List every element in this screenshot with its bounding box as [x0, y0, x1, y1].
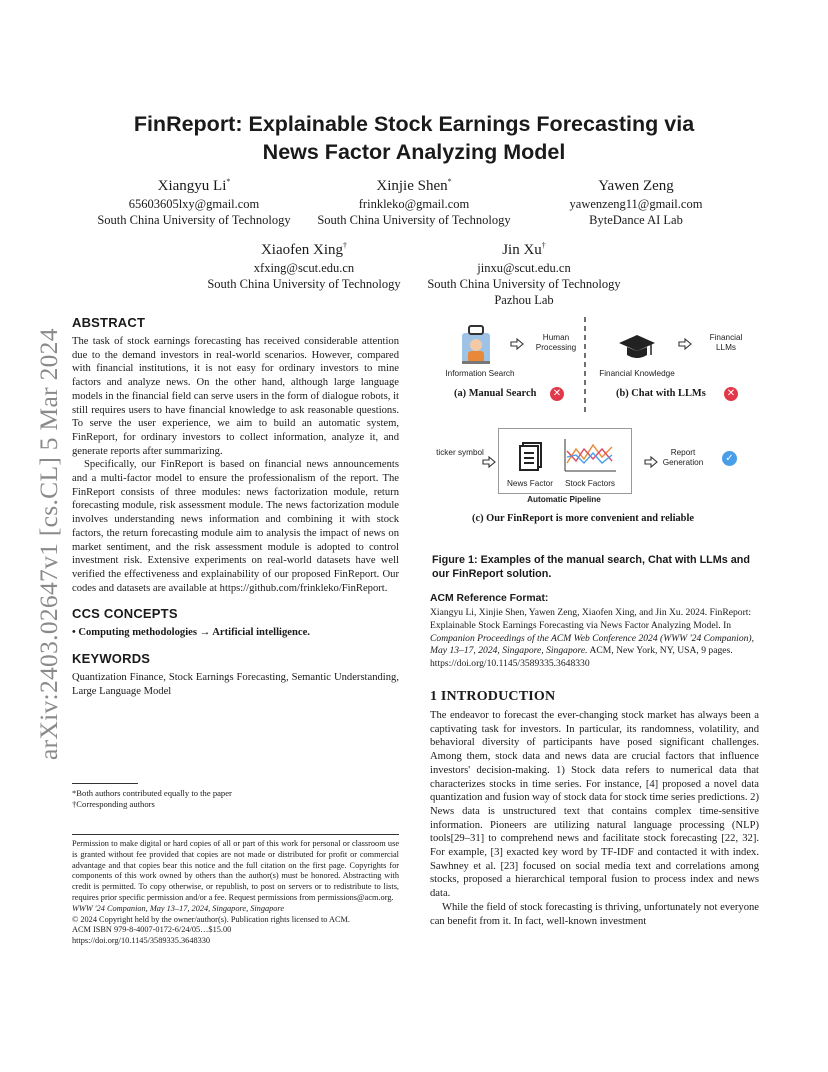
information-search-label: Information Search: [445, 369, 515, 378]
author-email: frinkleko@gmail.com: [358, 197, 470, 211]
author-mark: *: [226, 177, 231, 186]
ticker-symbol-label: ticker symbol: [436, 448, 484, 457]
permission-block: [72, 839, 399, 947]
keywords-text: Quantization Finance, Stock Earnings Forecasting, Semantic Understanding, Large Language Model: [72, 672, 399, 697]
footnote-corresponding: †Corresponding authors: [72, 799, 155, 809]
author-block-5: [408, 240, 640, 308]
author-block-2: [298, 176, 530, 228]
subfigure-c-caption: (c) Our FinReport is more convenient and reliable: [472, 513, 694, 524]
author-name: Jin Xu: [502, 242, 542, 258]
introduction-paragraph-1: The endeavor to forecast the ever-changing stock market has always been a captivating task for investors. In particular, its randomness, volatility, and behavioral diversity of participants have posed significant challenges. Among them, stock data and news data are crucial factors that influence investors' decision-making. 1) Stock data refers to numerical data that characterizes stocks in time series. For instance, [4] proposed a novel data quantization and fusion way of stock data for stock time series predictions. 2) News data is unstructured text that contains complex time-sensitive information. Pioneers are utilizing natural language processing (NLP) tools[29–31] to comprehend news and facilitate stock forecasting [22, 32]. For example, [3] exacted key word by TF-IDF and contacted it with index. Sawhney et al. [23] focused on social media text and correlations among stocks, proposed a hierarchical temporal fusion to process index and news data.: [430, 709, 759, 900]
permission-rule: [72, 834, 399, 835]
author-name: Xiaofen Xing: [260, 242, 344, 258]
author-affiliation: South China University of Technology: [427, 277, 621, 291]
abstract-paragraph-1: The task of stock earnings forecasting has received considerable attention due to the demand investors in real-world scenarios. However, compared with financial institutions, it is not easy for ordinary investors to mine factors and analyze news. On the other hand, although large language models in the financial field can serve users in the form of dialogue robots, it still requires users to have financial knowledge to ask reasonable questions. To serve the user experience, we aim to build an automatic system, FinReport, for ordinary investors to collect information, analyze it, and generate reports after summarizing.: [72, 336, 399, 457]
introduction-heading: 1 INTRODUCTION: [430, 688, 556, 704]
permission-venue: WWW '24 Companion, May 13–17, 2024, Singapore, Singapore: [72, 903, 285, 913]
stock-factors-label: Stock Factors: [564, 479, 616, 488]
acm-reference-tail: ACM, New York, NY, USA, 9 pages. https://doi.org/10.1145/3589335.3648330: [430, 645, 733, 670]
author-affiliation: South China University of Technology: [97, 213, 291, 227]
financial-llms-label: Financial LLMs: [709, 333, 743, 352]
figure-caption: Figure 1: Examples of the manual search, Chat with LLMs and our FinReport solution.: [432, 554, 750, 580]
report-generation-label: Report Generation: [662, 448, 704, 467]
author-email: yawenzeng11@gmail.com: [569, 197, 703, 211]
footnote-equal-contribution: *Both authors contributed equally to the paper: [72, 788, 232, 798]
figure-1: [432, 315, 758, 530]
permission-text: Permission to make digital or hard copies of all or part of this work for personal or classroom use is granted without fee provided that copies are not made or distributed for profit or commercial advantage and that copies bear this notice and the full citation on the first page. Copyrights for components of this work owned by others than the author(s) must be honored. Abstracting with credit is permitted. To copy otherwise, or republish, to post on servers or to redistribute to lists, requires prior specific permission and/or a fee. Request permissions from permissions@acm.org.: [72, 839, 399, 902]
acm-reference-authors: Xiangyu Li, Xinjie Shen, Yawen Zeng, Xiaofen Xing, and Jin Xu. 2024. FinReport: Explainable Stock Earnings Forecasting via News Factor Analyzing Model. In: [430, 607, 752, 631]
acm-reference-venue: Companion Proceedings of the ACM Web Conference 2024 (WWW '24 Companion), May 13–17, 2024, Singapore, Singapore.: [430, 632, 755, 657]
author-mark: †: [541, 241, 546, 250]
checkmark-icon: ✓: [722, 451, 737, 466]
financial-knowledge-label: Financial Knowledge: [599, 369, 675, 378]
dashed-divider: [583, 317, 587, 413]
footnote-rule: [72, 783, 138, 784]
author-email: xfxing@scut.edu.cn: [253, 261, 355, 275]
news-factor-label: News Factor: [507, 479, 553, 488]
author-affiliation-secondary: Pazhou Lab: [494, 293, 554, 307]
ccs-concept-item: • Computing methodologies → Artificial intelligence.: [72, 627, 310, 639]
suitcase-person-icon: [456, 321, 496, 369]
author-affiliation: South China University of Technology: [207, 277, 401, 291]
arrow-right-icon: [644, 456, 658, 468]
acm-reference-heading: ACM Reference Format:: [430, 593, 549, 604]
author-affiliation: South China University of Technology: [317, 213, 511, 227]
author-name: Yawen Zeng: [598, 178, 674, 194]
automatic-pipeline-label: Automatic Pipeline: [527, 495, 601, 504]
subfigure-b-caption: (b) Chat with LLMs: [616, 388, 706, 399]
left-column: [72, 315, 399, 698]
title-line-2: News Factor Analyzing Model: [262, 140, 566, 164]
abstract-heading: ABSTRACT: [72, 315, 146, 330]
arrow-right-icon: [482, 456, 496, 468]
author-email: jinxu@scut.edu.cn: [477, 261, 571, 275]
author-block-3: [536, 176, 736, 228]
author-email: 65603605lxy@gmail.com: [128, 197, 260, 211]
author-mark: †: [343, 241, 348, 250]
author-name: Xinjie Shen: [376, 178, 448, 194]
author-name: Xiangyu Li: [157, 178, 227, 194]
author-block-1: [78, 176, 310, 228]
author-affiliation: ByteDance AI Lab: [589, 213, 683, 227]
permission-copyright: © 2024 Copyright held by the owner/author(s). Publication rights licensed to ACM.: [72, 914, 350, 924]
subfigure-a-caption: (a) Manual Search: [454, 388, 537, 399]
paper-title: [70, 110, 758, 166]
permission-isbn: ACM ISBN 979-8-4007-0172-6/24/05…$15.00: [72, 925, 232, 935]
right-column: [430, 592, 759, 928]
cross-icon: ✕: [724, 387, 738, 401]
ccs-heading: CCS CONCEPTS: [72, 606, 178, 622]
keywords-heading: KEYWORDS: [72, 651, 151, 667]
footnotes: [72, 788, 399, 810]
arxiv-identifier-stamp: [4, 290, 63, 760]
human-processing-label: Human Processing: [535, 333, 577, 352]
acm-reference-text: [430, 607, 759, 671]
abstract-paragraph-2: Specifically, our FinReport is based on financial news announcements and a multi-factor model to ensure the professionalism of the report. The FinReport consists of three modules: news factorization module, return forecasting module, risk assessment module. The news factorization module involves understanding news information and combining it with stock factors, the return forecasting module aim to analysis the impact of news on market sentiment, and the risk assessment module is adopted to control investment risk. Extensive experiments on real-world datasets have well verified the effectiveness and explainability of our proposed FinReport. Our codes and datasets are available at https://github.com/frinkleko/FinReport.: [72, 459, 399, 594]
arxiv-identifier-text: arXiv:2403.02647v1 [cs.CL] 5 Mar 2024: [34, 328, 63, 760]
graduation-cap-icon: [618, 333, 656, 361]
author-block-4: [188, 240, 420, 292]
introduction-paragraph-2: While the field of stock forecasting is thriving, unfortunately not everyone can benefit from it. In fact, well-known investment: [430, 901, 759, 927]
arrow-right-icon: [678, 338, 692, 350]
cross-icon: ✕: [550, 387, 564, 401]
permission-doi: https://doi.org/10.1145/3589335.3648330: [72, 936, 211, 946]
document-icon: [518, 441, 544, 471]
title-line-1: FinReport: Explainable Stock Earnings Forecasting via: [133, 112, 695, 136]
stock-chart-icon: [562, 437, 618, 475]
author-mark: *: [447, 177, 452, 186]
arrow-right-icon: [510, 338, 524, 350]
